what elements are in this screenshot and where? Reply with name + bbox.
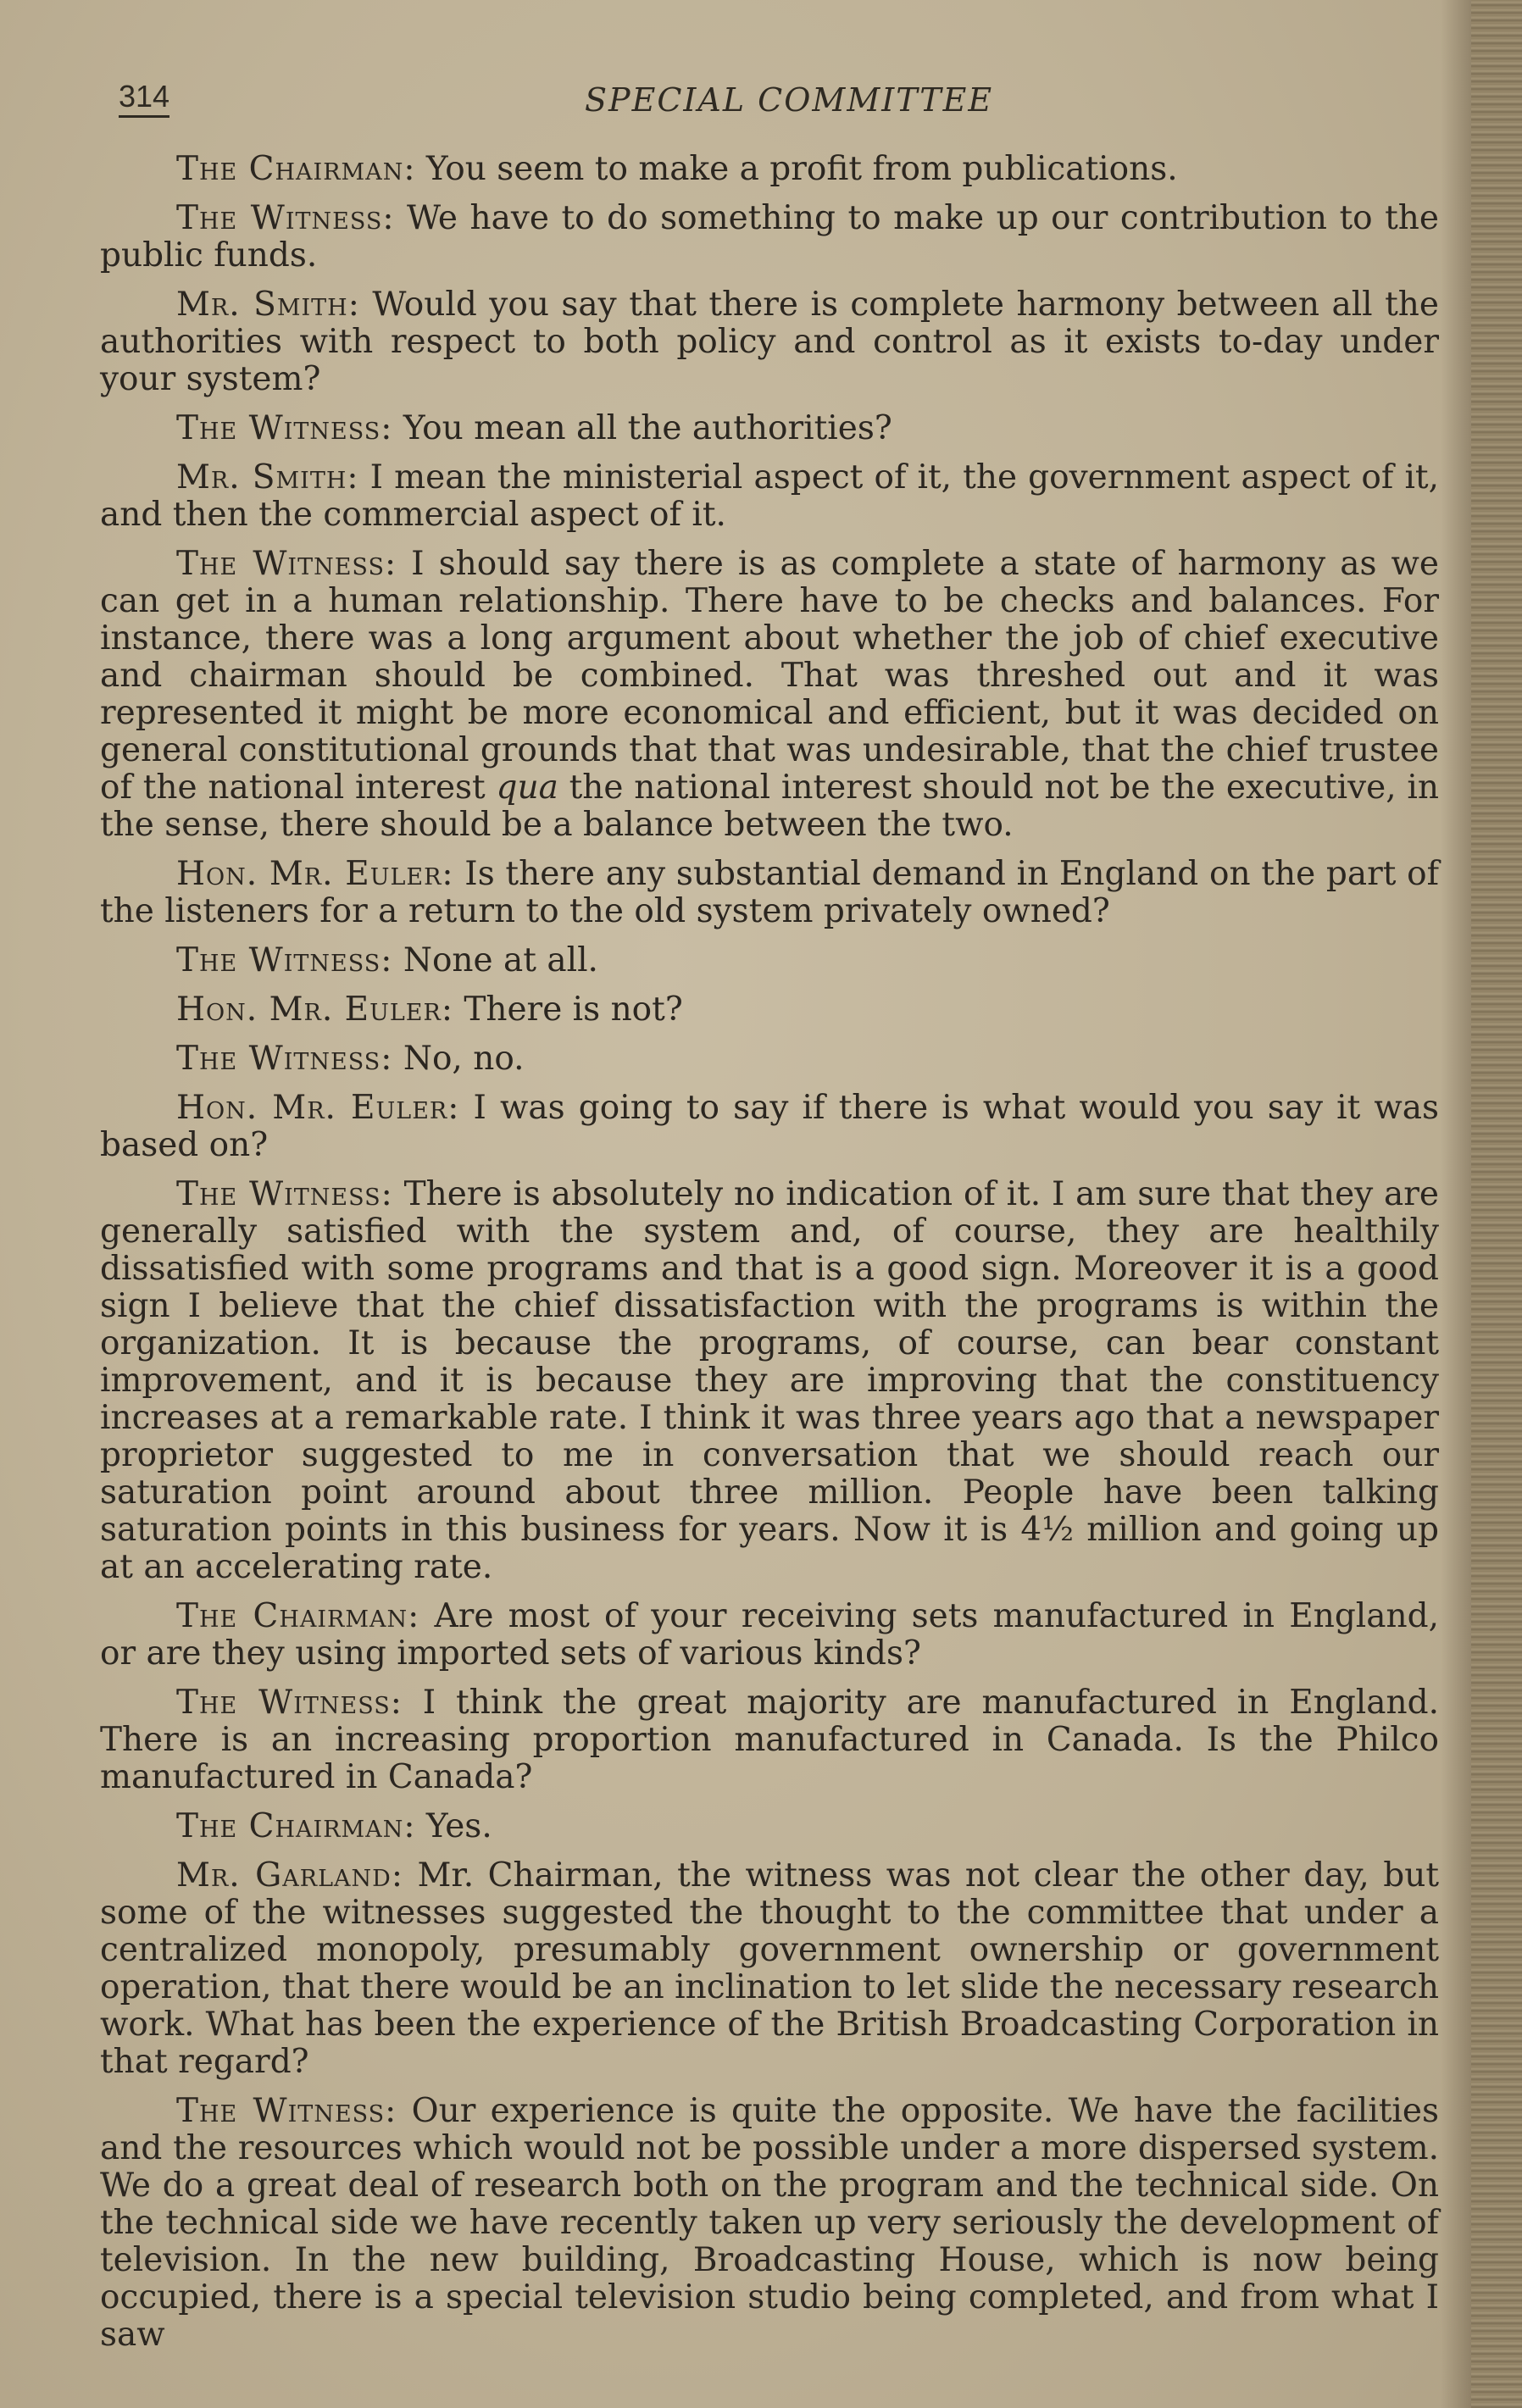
paragraph-text: You mean all the authorities? (392, 409, 892, 447)
paragraph (100, 410, 1439, 447)
book-edge (1471, 0, 1522, 2408)
italic-word: qua (496, 768, 558, 807)
speaker-name: The Witness: (176, 941, 393, 979)
paragraph-text: No, no. (392, 1040, 525, 1078)
paragraph-text: I mean the ministerial aspect of it, the government aspect of it, and then the commercial aspect of it. (100, 458, 1439, 534)
speaker-name: The Witness: (176, 1684, 403, 1722)
paragraph (100, 1684, 1439, 1796)
speaker-name: Mr. Smith: (176, 458, 359, 497)
speaker-name: Mr. Smith: (176, 286, 360, 324)
speaker-name: Hon. Mr. Euler: (176, 1089, 460, 1127)
paragraph (100, 459, 1439, 534)
paragraph (100, 856, 1439, 930)
speaker-name: The Witness: (176, 545, 397, 583)
paragraph-text: Our experience is quite the opposite. We have the facilities and the resources which would not be possible under a more dispersed system. We do a great deal of research both on the program and the technical side. On the technical side we have recently taken up very seriously the development of television. In the new building, Broadcasting House, which is now being occupied, there is a special television studio being completed, and from what I saw (100, 2092, 1439, 2354)
paragraph (100, 991, 1439, 1029)
paragraph-text: None at all. (392, 941, 598, 979)
speaker-name: Mr. Garland: (176, 1856, 403, 1895)
paragraph (100, 151, 1439, 188)
speaker-name: The Witness: (176, 1040, 393, 1078)
speaker-name: The Witness: (176, 199, 395, 237)
paragraph (100, 1598, 1439, 1673)
paragraph (100, 1808, 1439, 1845)
paragraph (100, 1090, 1439, 1164)
page-header (119, 78, 1441, 129)
speaker-name: The Witness: (176, 2092, 397, 2130)
speaker-name: The Witness: (176, 1175, 393, 1213)
paragraph-text: Yes. (415, 1807, 492, 1845)
paragraph (100, 286, 1439, 398)
paragraph-text: You seem to make a profit from publications. (415, 150, 1178, 188)
paragraph-text: I should say there is as complete a state of harmony as we can get in a human relationship. There have to be checks and balances. For instance, there was a long argument about whether the job of chief executive and chairman should be combined. That was threshed out and it was represented it might be more economical and efficient, but it was decided on general constitutional grounds that that was undesirable, that the chief trustee of the national interest qua the national interest should not be the executive, in the sense, there should be a balance between the two. (100, 545, 1439, 844)
speaker-name: Hon. Mr. Euler: (176, 990, 453, 1029)
speaker-name: The Chairman: (176, 1807, 416, 1845)
paragraph-text: Mr. Chairman, the witness was not clear the other day, but some of the witnesses suggested the thought to the committee that under a centralized monopoly, presumably government ownership or government operation, that there would be an inclination to let slide the necessary research work. What has been the experience of the British Broadcasting Corporation in that regard? (100, 1856, 1439, 2081)
paragraph-text: I think the great majority are manufactured in England. There is an increasing proportion manufactured in Canada. Is the Philco manufactured in Canada? (100, 1684, 1439, 1796)
paragraph-text: Would you say that there is complete harmony between all the authorities with respect to both policy and control as it exists to-day under your system? (100, 286, 1440, 398)
paragraph-text: There is not? (453, 990, 683, 1029)
paragraph (100, 200, 1439, 275)
transcript-body (100, 151, 1439, 2354)
paragraph (100, 1857, 1439, 2081)
speaker-name: The Chairman: (176, 1597, 420, 1635)
paragraph-text: Are most of your receiving sets manufactured in England, or are they using imported sets of various kinds? (100, 1597, 1439, 1673)
speaker-name: The Chairman: (176, 150, 416, 188)
paragraph-text: There is absolutely no indication of it. I am sure that they are generally satisfied with the system and, of course, they are healthily dissatisfied with some programs and that is a good sign. Moreover it is a good sign I believe that the chief dissatisfaction with the programs is within the organization. It is because the programs, of course, can bear constant improvement, and it is because they are improving that the constituency increases at a remarkable rate. I think it was three years ago that a newspaper proprietor suggested to me in conversation that we should reach our saturation point around about three million. People have been talking saturation points in this business for years. Now it is 4½ million and going up at an accelerating rate. (100, 1175, 1439, 1586)
page-number: 314 (119, 78, 169, 118)
paragraph-text: Is there any substantial demand in England on the part of the listeners for a return to the old system privately owned? (100, 855, 1440, 930)
paragraph-text: We have to do something to make up our contribution to the public funds. (100, 199, 1440, 275)
speaker-name: The Witness: (176, 409, 393, 447)
running-head: SPECIAL COMMITTEE (585, 81, 994, 119)
paragraph (100, 942, 1439, 979)
paragraph (100, 546, 1439, 844)
speaker-name: Hon. Mr. Euler: (176, 855, 454, 893)
page-edge-shadow (1441, 0, 1475, 2408)
paragraph (100, 1176, 1439, 1586)
paragraph (100, 2093, 1439, 2354)
paragraph (100, 1040, 1439, 1078)
paragraph-text: I was going to say if there is what would you say it was based on? (100, 1089, 1440, 1164)
